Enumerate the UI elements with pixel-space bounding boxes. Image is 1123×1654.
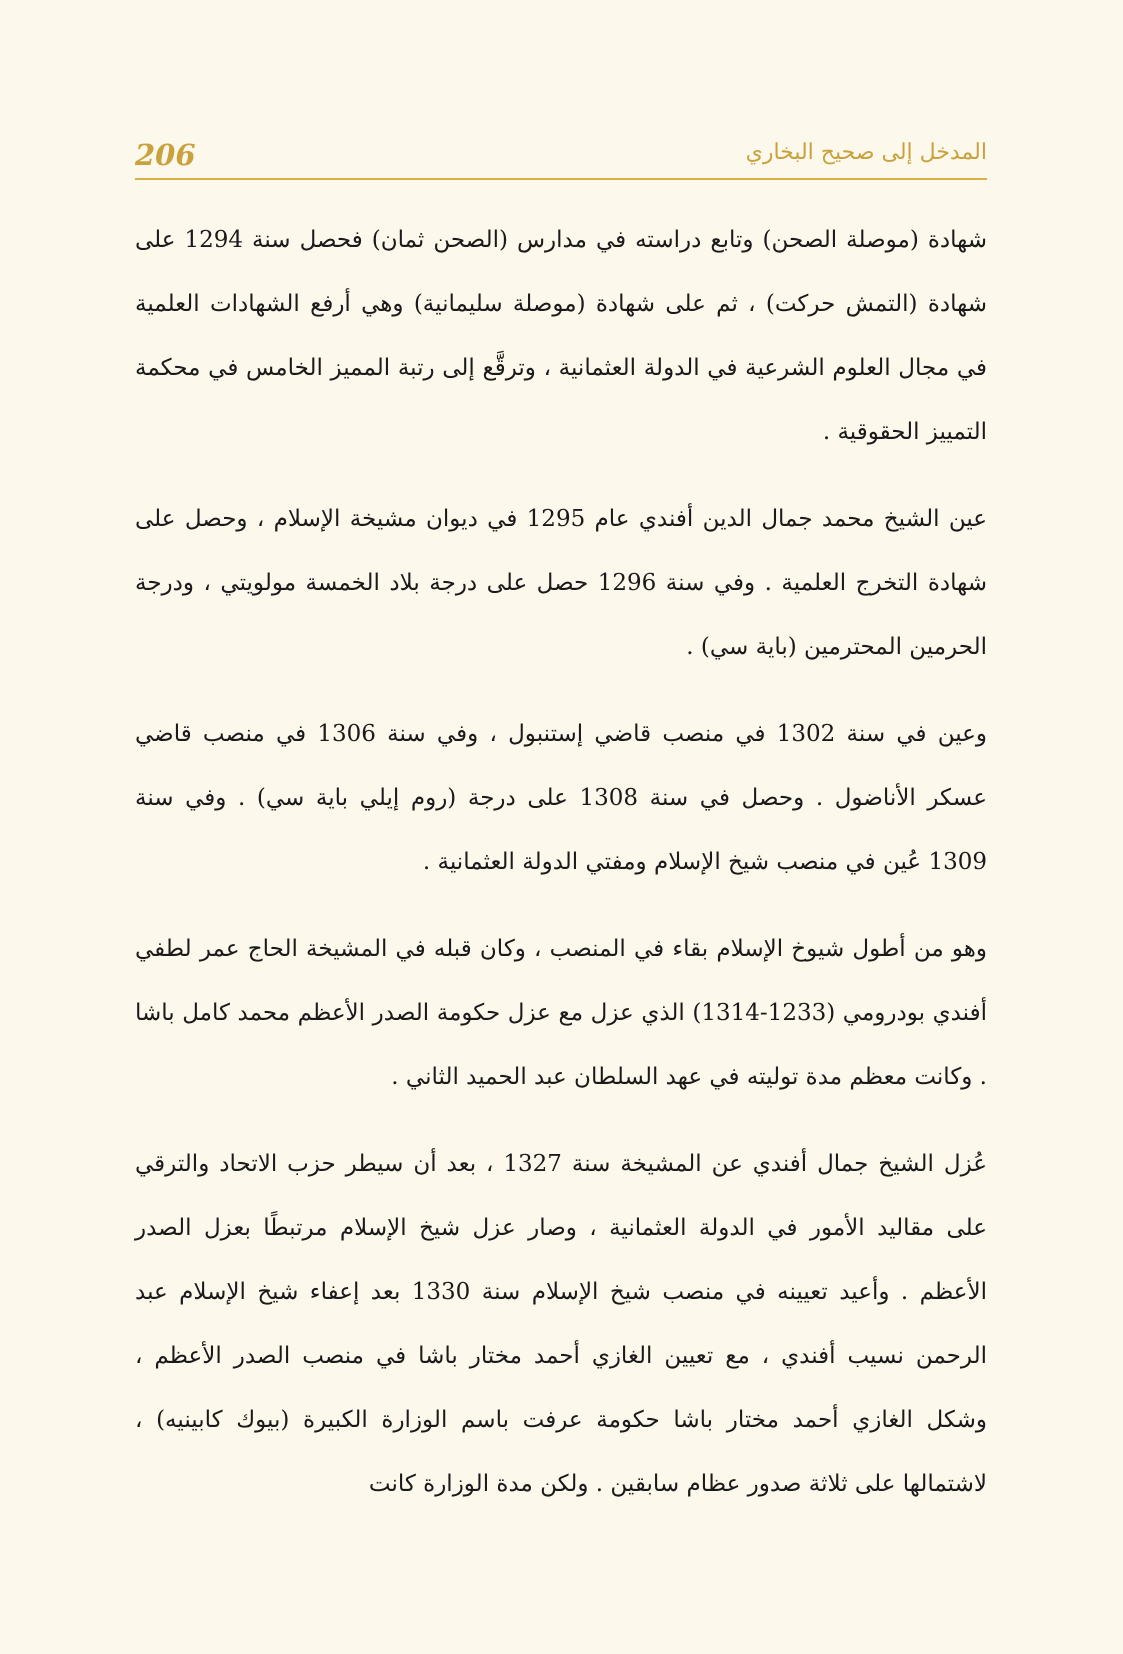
body-text [135, 208, 987, 1539]
paragraph: وعين في سنة 1302 في منصب قاضي إستنبول ، وفي سنة 1306 في منصب قاضي عسكر الأناضول . وحصل في سنة 1308 على درجة (روم إيلي باية سي) . وفي سنة 1309 عُين في منصب شيخ الإسلام ومفتي الدولة العثمانية . [135, 721, 988, 875]
paragraph: عُزل الشيخ جمال أفندي عن المشيخة سنة 1327 ، بعد أن سيطر حزب الاتحاد والترقي على مقاليد الأمور في الدولة العثمانية ، وصار عزل شيخ الإسلام مرتبطًا بعزل الصدر الأعظم . وأعيد تعيينه في منصب شيخ الإسلام سنة 1330 بعد إعفاء شيخ الإسلام عبد الرحمن نسيب أفندي ، مع تعيين الغازي أحمد مختار باشا في منصب الصدر الأعظم ، وشكل الغازي أحمد مختار باشا حكومة عرفت باسم الوزارة الكبيرة (بيوك كابينيه) ، لاشتمالها على ثلاثة صدور عظام سابقين . ولكن مدة الوزارة كانت [135, 1151, 988, 1497]
page-number: 206 [135, 138, 196, 172]
paragraph: عين الشيخ محمد جمال الدين أفندي عام 1295 في ديوان مشيخة الإسلام ، وحصل على شهادة التخرج العلمية . وفي سنة 1296 حصل على درجة بلاد الخمسة مولويتي ، ودرجة الحرمين المحترمين (باية سي) . [135, 506, 987, 660]
running-title: المدخل إلى صحيح البخاري [745, 140, 987, 165]
paragraph: شهادة (موصلة الصحن) وتابع دراسته في مدارس (الصحن ثمان) فحصل سنة 1294 على شهادة (التمش حركت) ، ثم على شهادة (موصلة سليمانية) وهي أرفع الشهادات العلمية في مجال العلوم الشرعية في الدولة العثمانية ، وترقَّع إلى رتبة المميز الخامس في محكمة التمييز الحقوقية . [135, 227, 987, 445]
page [135, 0, 987, 1654]
page-header [135, 134, 987, 180]
paragraph: وهو من أطول شيوخ الإسلام بقاء في المنصب ، وكان قبله في المشيخة الحاج عمر لطفي أفندي بودرومي (1233-1314) الذي عزل مع عزل حكومة الصدر الأعظم محمد كامل باشا . وكانت معظم مدة توليته في عهد السلطان عبد الحميد الثاني . [135, 936, 987, 1090]
